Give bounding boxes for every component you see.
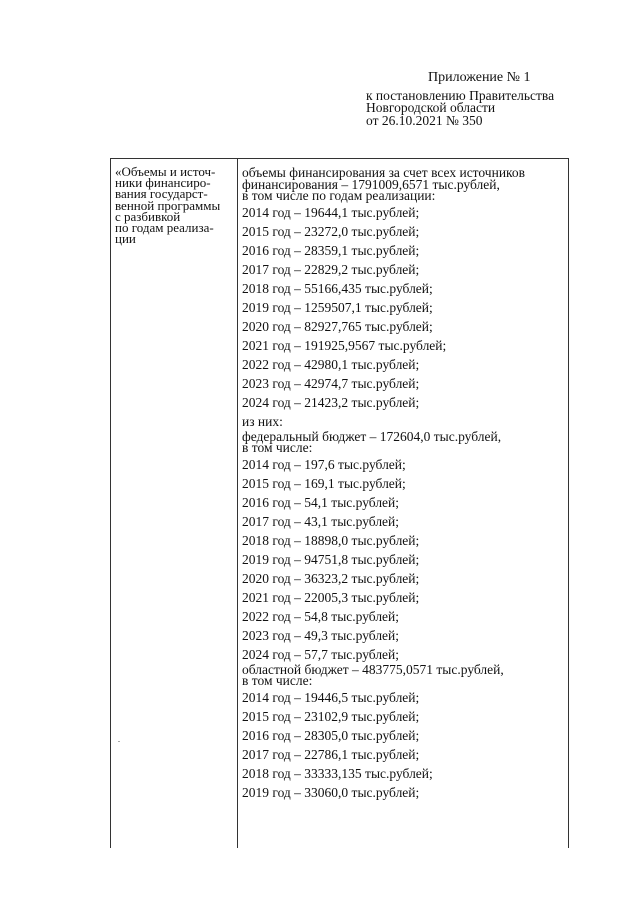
table-label-cell: [115, 164, 237, 247]
intro-line: областной бюджет – 483775,0571 тыс.рублей,: [242, 661, 504, 677]
intro-line: в том числе по годам реализации:: [242, 188, 436, 203]
scan-speck: [118, 741, 120, 742]
of-them-label: из них:: [242, 413, 283, 429]
intro-line: федеральный бюджет – 172604,0 тыс.рублей,: [242, 428, 502, 444]
year-funding-line: 2024 год – 57,7 тыс.рублей;: [242, 646, 400, 662]
year-funding-line: 2017 год – 22786,1 тыс.рублей;: [242, 746, 420, 762]
label-line: «Объемы и источ-: [115, 164, 216, 179]
funding-table: [110, 158, 569, 848]
label-line: ники финансиро-: [115, 175, 211, 191]
year-funding-line: 2017 год – 22829,2 тыс.рублей;: [242, 261, 420, 277]
year-funding-line: 2015 год – 169,1 тыс.рублей;: [242, 475, 406, 491]
federal-budget-intro: [242, 428, 566, 455]
intro-line: в том числе:: [242, 673, 313, 688]
label-line: вания государст-: [115, 186, 208, 202]
total-years-list: [242, 203, 566, 412]
header-line: от 26.10.2021 № 350: [366, 112, 483, 128]
header-line: Новгородской области: [366, 100, 496, 115]
header-line: к постановлению Правительства: [366, 87, 555, 103]
year-funding-line: 2020 год – 36323,2 тыс.рублей;: [242, 570, 420, 586]
year-funding-line: 2023 год – 42974,7 тыс.рублей;: [242, 375, 420, 391]
intro-line: в том числе:: [242, 440, 313, 455]
year-funding-line: 2016 год – 28305,0 тыс.рублей;: [242, 727, 420, 743]
label-line: ции: [115, 231, 136, 247]
year-funding-line: 2024 год – 21423,2 тыс.рублей;: [242, 394, 420, 410]
intro-line: финансирования – 1791009,6571 тыс.рублей,: [242, 176, 500, 192]
year-funding-line: 2016 год – 28359,1 тыс.рублей;: [242, 242, 420, 258]
year-funding-line: 2023 год – 49,3 тыс.рублей;: [242, 627, 400, 643]
regional-years-list: [242, 688, 566, 802]
year-funding-line: 2015 год – 23102,9 тыс.рублей;: [242, 708, 420, 724]
total-funding-intro: [242, 167, 566, 202]
year-funding-line: 2014 год – 197,6 тыс.рублей;: [242, 456, 406, 472]
year-funding-line: 2014 год – 19446,5 тыс.рублей;: [242, 689, 420, 705]
column-divider: [237, 159, 238, 848]
year-funding-line: 2021 год – 191925,9567 тыс.рублей;: [242, 337, 447, 353]
table-value-cell: [242, 167, 566, 802]
year-funding-line: 2018 год – 55166,435 тыс.рублей;: [242, 280, 433, 296]
regional-budget-intro: [242, 661, 566, 688]
year-funding-line: 2018 год – 33333,135 тыс.рублей;: [242, 765, 433, 781]
year-funding-line: 2016 год – 54,1 тыс.рублей;: [242, 494, 400, 510]
year-funding-line: 2021 год – 22005,3 тыс.рублей;: [242, 589, 420, 605]
year-funding-line: 2017 год – 43,1 тыс.рублей;: [242, 513, 400, 529]
federal-years-list: [242, 455, 566, 664]
year-funding-line: 2022 год – 54,8 тыс.рублей;: [242, 608, 400, 624]
intro-line: объемы финансирования за счет всех источников: [242, 165, 526, 180]
label-line: венной программы: [115, 197, 221, 213]
year-funding-line: 2022 год – 42980,1 тыс.рублей;: [242, 356, 420, 372]
document-header: [366, 72, 636, 127]
year-funding-line: 2019 год – 94751,8 тыс.рублей;: [242, 551, 420, 567]
label-line: по годам реализа-: [115, 220, 214, 236]
year-funding-line: 2019 год – 1259507,1 тыс.рублей;: [242, 299, 433, 315]
year-funding-line: 2018 год – 18898,0 тыс.рублей;: [242, 532, 420, 548]
year-funding-line: 2019 год – 33060,0 тыс.рублей;: [242, 784, 420, 800]
appendix-title: Приложение № 1: [428, 70, 531, 85]
year-funding-line: 2015 год – 23272,0 тыс.рублей;: [242, 223, 420, 239]
year-funding-line: 2014 год – 19644,1 тыс.рублей;: [242, 204, 420, 220]
year-funding-line: 2020 год – 82927,765 тыс.рублей;: [242, 318, 433, 334]
label-line: с разбивкой: [115, 208, 181, 224]
